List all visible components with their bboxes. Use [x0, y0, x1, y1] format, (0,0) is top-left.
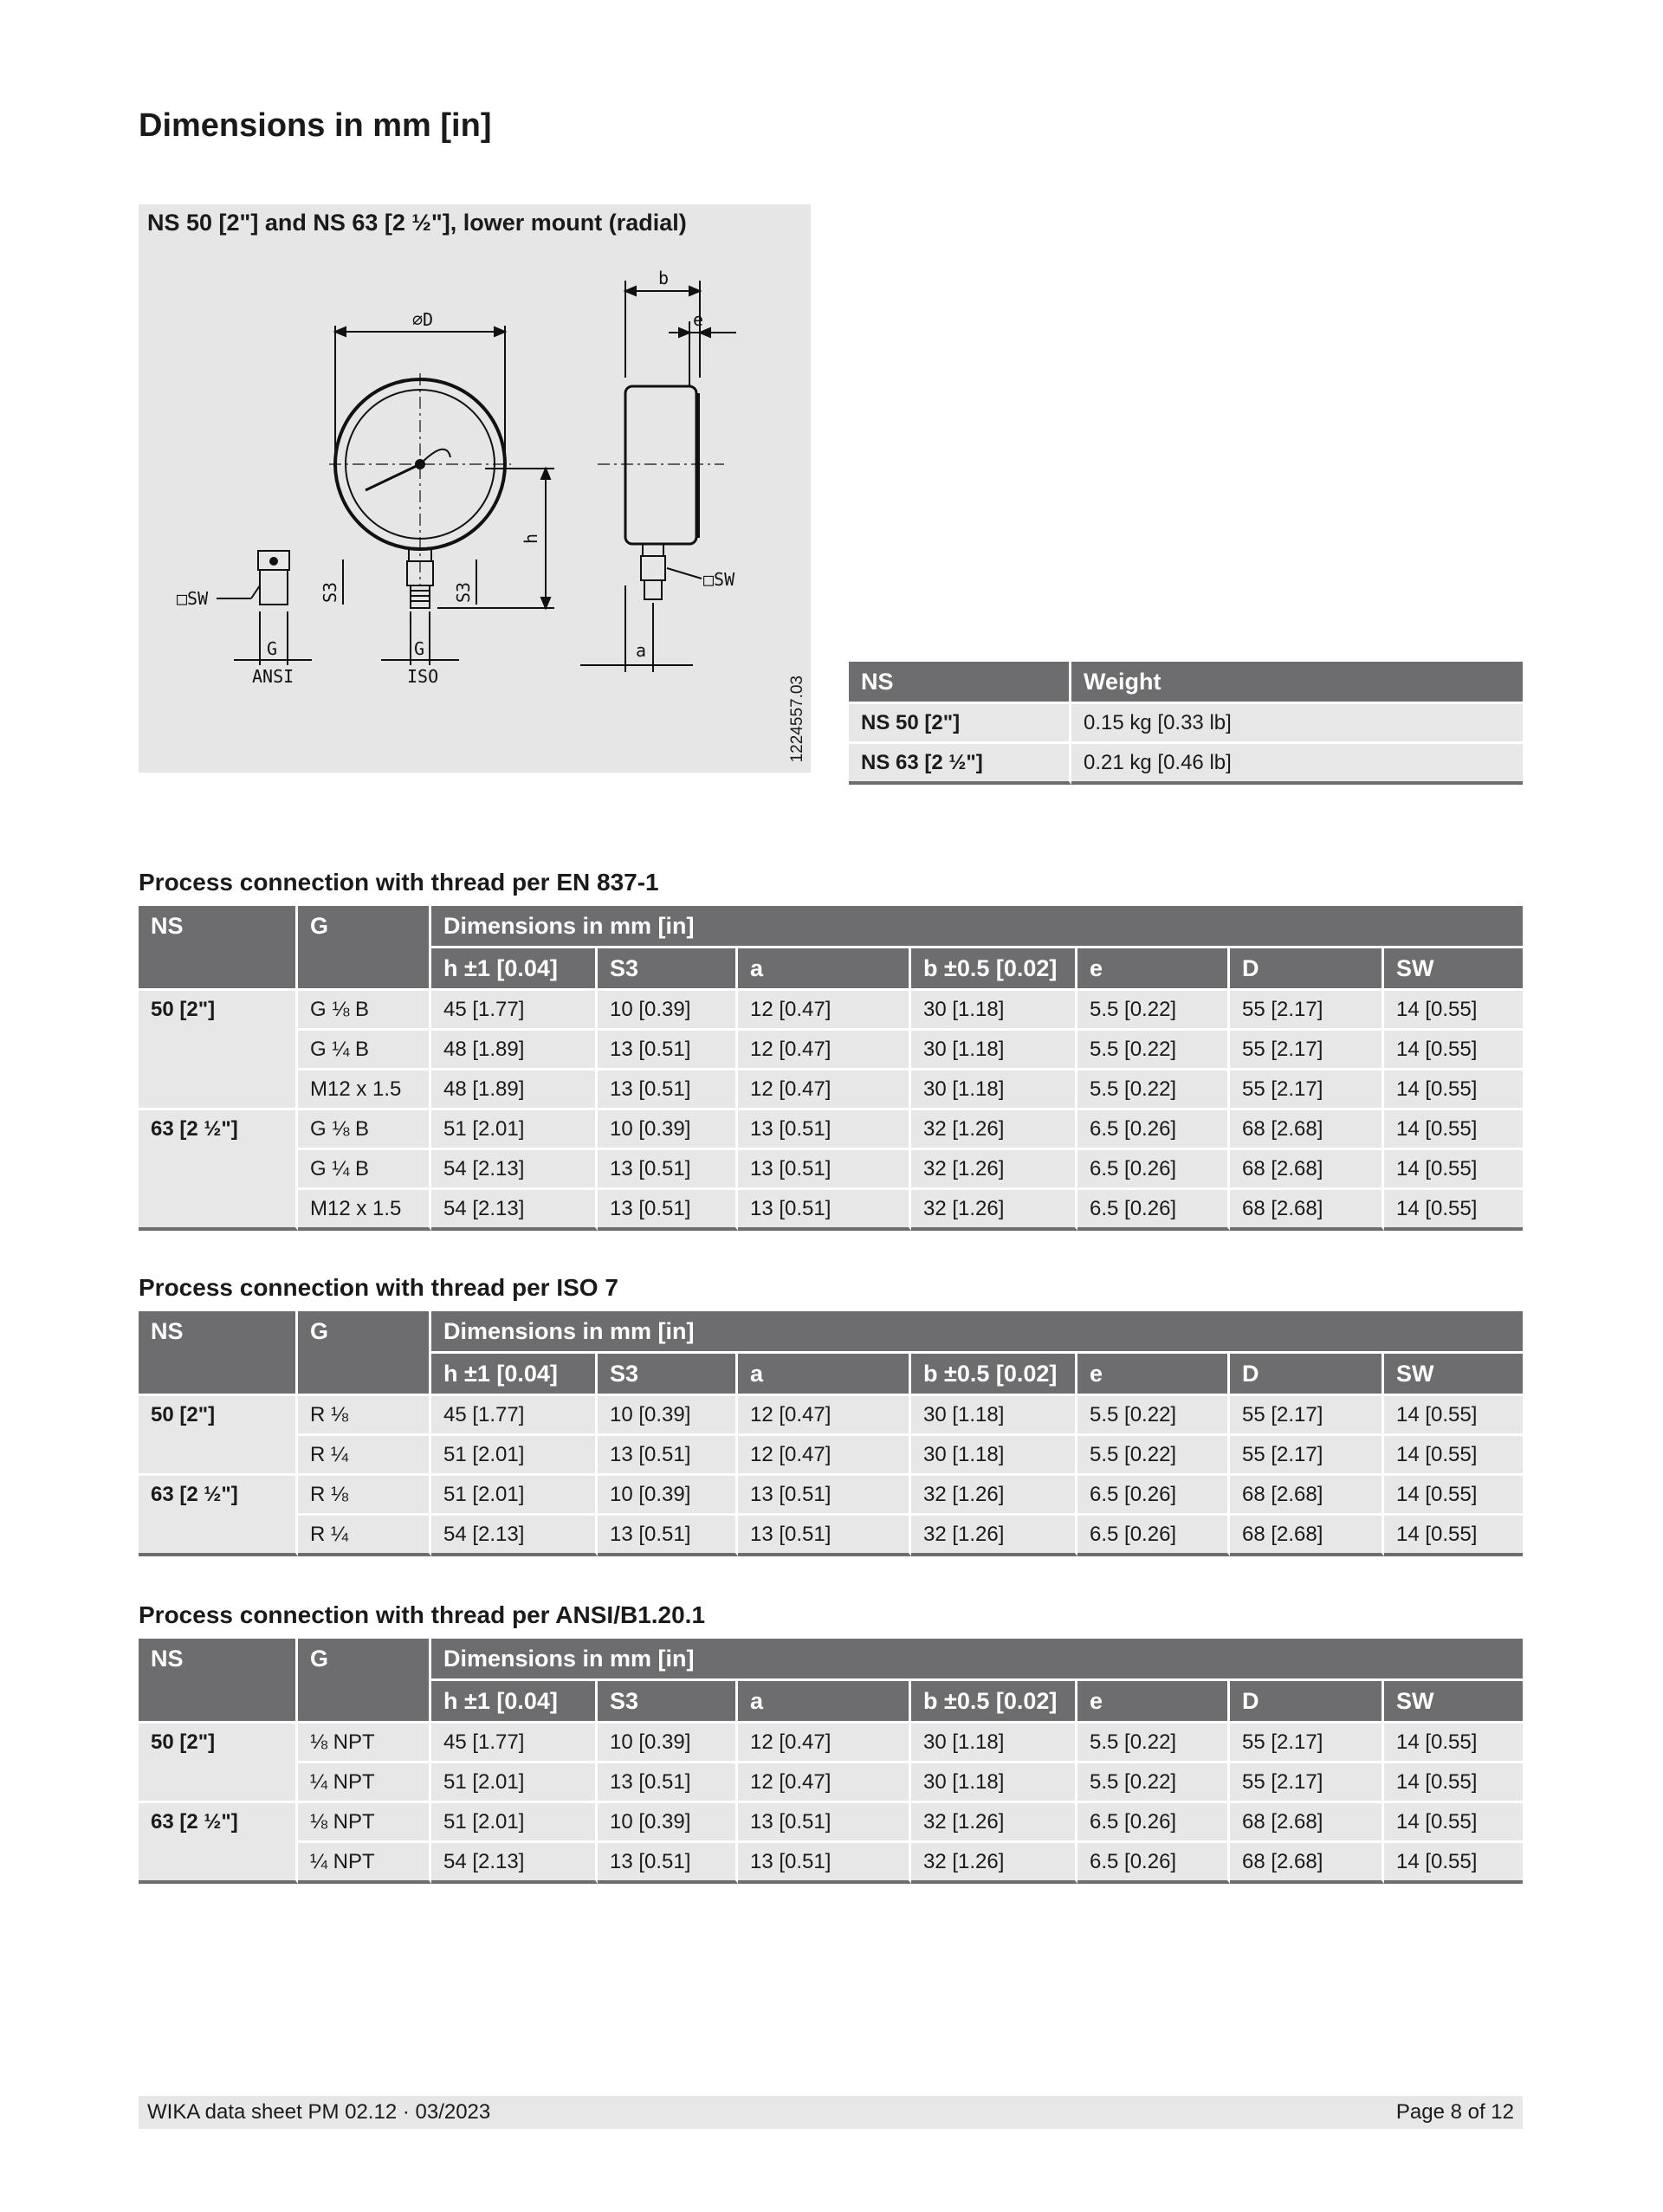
value-cell: 14 [0.55]: [1384, 1763, 1523, 1803]
value-cell: 32 [1.26]: [911, 1150, 1077, 1190]
table-row: [139, 1516, 1523, 1556]
label-iso: ISO: [407, 666, 439, 687]
value-cell: 51 [2.01]: [431, 1110, 598, 1150]
value-cell: 30 [1.18]: [911, 1724, 1077, 1763]
value-cell: 13 [0.51]: [598, 1150, 738, 1190]
value-cell: 13 [0.51]: [738, 1843, 911, 1884]
subheader-cell: S3: [598, 1354, 738, 1396]
ns-cell: 63 [2 ½"]: [139, 1803, 298, 1884]
value-cell: 13 [0.51]: [598, 1516, 738, 1556]
value-cell: 14 [0.55]: [1384, 1190, 1523, 1231]
value-cell: 45 [1.77]: [431, 991, 598, 1031]
subheader-cell: h ±1 [0.04]: [431, 948, 598, 991]
value-cell: 54 [2.13]: [431, 1516, 598, 1556]
value-cell: 55 [2.17]: [1230, 1031, 1384, 1070]
value-cell: 32 [1.26]: [911, 1190, 1077, 1231]
ns-cell: 50 [2"]: [139, 991, 298, 1110]
value-cell: 10 [0.39]: [598, 1110, 738, 1150]
value-cell: 68 [2.68]: [1230, 1190, 1384, 1231]
value-cell: 32 [1.26]: [911, 1110, 1077, 1150]
value-cell: 55 [2.17]: [1230, 1436, 1384, 1476]
header-ns: NS: [139, 906, 298, 991]
thread-cell: ¼ NPT: [298, 1763, 431, 1803]
value-cell: 5.5 [0.22]: [1077, 1724, 1230, 1763]
thread-cell: G ⅛ B: [298, 991, 431, 1031]
value-cell: 13 [0.51]: [598, 1843, 738, 1884]
thread-cell: ⅛ NPT: [298, 1724, 431, 1763]
subheader-cell: h ±1 [0.04]: [431, 1681, 598, 1724]
section-title-ansi: Process connection with thread per ANSI/B1.20.1: [139, 1601, 706, 1628]
value-cell: 32 [1.26]: [911, 1516, 1077, 1556]
subheader-cell: SW: [1384, 948, 1523, 991]
value-cell: 68 [2.68]: [1230, 1843, 1384, 1884]
weight-header-weight: Weight: [1071, 662, 1523, 704]
table-row: [139, 1724, 1523, 1763]
subheader-cell: a: [738, 948, 911, 991]
value-cell: 55 [2.17]: [1230, 1070, 1384, 1110]
value-cell: 12 [0.47]: [738, 991, 911, 1031]
drawing-caption: NS 50 [2"] and NS 63 [2 ½"], lower mount (radial): [147, 210, 687, 236]
value-cell: 30 [1.18]: [911, 1763, 1077, 1803]
dimension-table: [139, 906, 1523, 1231]
value-cell: 30 [1.18]: [911, 991, 1077, 1031]
dimension-table: [139, 1311, 1523, 1556]
label-sw-front: □SW: [177, 588, 209, 609]
value-cell: 5.5 [0.22]: [1077, 1070, 1230, 1110]
weight-ns-cell: NS 63 [2 ½"]: [849, 744, 1071, 785]
label-s3-iso: S3: [453, 581, 474, 603]
label-g-ansi: G: [267, 638, 278, 659]
value-cell: 55 [2.17]: [1230, 991, 1384, 1031]
thread-cell: R ⅛: [298, 1396, 431, 1436]
label-b: b: [658, 268, 670, 288]
label-e: e: [693, 309, 704, 330]
value-cell: 10 [0.39]: [598, 1803, 738, 1843]
value-cell: 12 [0.47]: [738, 1436, 911, 1476]
table-row: [139, 1396, 1523, 1436]
value-cell: 10 [0.39]: [598, 991, 738, 1031]
page-title: Dimensions in mm [in]: [139, 107, 492, 144]
label-a: a: [636, 640, 647, 661]
value-cell: 14 [0.55]: [1384, 1070, 1523, 1110]
ns-cell: 63 [2 ½"]: [139, 1476, 298, 1556]
thread-cell: ¼ NPT: [298, 1843, 431, 1884]
header-g: G: [298, 1311, 431, 1396]
header-dimensions: Dimensions in mm [in]: [431, 1311, 1523, 1354]
subheader-cell: D: [1230, 1681, 1384, 1724]
value-cell: 55 [2.17]: [1230, 1763, 1384, 1803]
value-cell: 51 [2.01]: [431, 1803, 598, 1843]
value-cell: 12 [0.47]: [738, 1070, 911, 1110]
value-cell: 54 [2.13]: [431, 1843, 598, 1884]
thread-cell: M12 x 1.5: [298, 1070, 431, 1110]
subheader-cell: a: [738, 1354, 911, 1396]
subheader-cell: b ±0.5 [0.02]: [911, 1354, 1077, 1396]
value-cell: 13 [0.51]: [598, 1070, 738, 1110]
value-cell: 14 [0.55]: [1384, 1803, 1523, 1843]
value-cell: 45 [1.77]: [431, 1724, 598, 1763]
weight-value-cell: 0.21 kg [0.46 lb]: [1071, 744, 1523, 785]
table-row: [139, 1110, 1523, 1150]
header-dimensions: Dimensions in mm [in]: [431, 1639, 1523, 1681]
value-cell: 6.5 [0.26]: [1077, 1190, 1230, 1231]
value-cell: 48 [1.89]: [431, 1031, 598, 1070]
table-row: [139, 991, 1523, 1031]
table-row: [139, 1070, 1523, 1110]
value-cell: 14 [0.55]: [1384, 1150, 1523, 1190]
table-row: [139, 1803, 1523, 1843]
value-cell: 13 [0.51]: [598, 1436, 738, 1476]
value-cell: 10 [0.39]: [598, 1476, 738, 1516]
thread-cell: R ⅛: [298, 1476, 431, 1516]
thread-cell: G ¼ B: [298, 1031, 431, 1070]
footer-datasheet-ref: WIKA data sheet PM 02.12 · 03/2023: [147, 2100, 491, 2124]
value-cell: 10 [0.39]: [598, 1724, 738, 1763]
header-g: G: [298, 1639, 431, 1724]
value-cell: 54 [2.13]: [431, 1190, 598, 1231]
value-cell: 13 [0.51]: [738, 1803, 911, 1843]
value-cell: 32 [1.26]: [911, 1803, 1077, 1843]
value-cell: 13 [0.51]: [738, 1516, 911, 1556]
value-cell: 12 [0.47]: [738, 1724, 911, 1763]
subheader-cell: e: [1077, 1681, 1230, 1724]
table-row: [139, 1436, 1523, 1476]
value-cell: 13 [0.51]: [738, 1150, 911, 1190]
header-ns: NS: [139, 1311, 298, 1396]
thread-cell: G ⅛ B: [298, 1110, 431, 1150]
page-footer: [139, 2096, 1523, 2129]
value-cell: 5.5 [0.22]: [1077, 1396, 1230, 1436]
value-cell: 45 [1.77]: [431, 1396, 598, 1436]
value-cell: 13 [0.51]: [738, 1190, 911, 1231]
subheader-cell: S3: [598, 1681, 738, 1724]
subheader-cell: D: [1230, 1354, 1384, 1396]
value-cell: 54 [2.13]: [431, 1150, 598, 1190]
subheader-cell: SW: [1384, 1354, 1523, 1396]
value-cell: 5.5 [0.22]: [1077, 991, 1230, 1031]
value-cell: 14 [0.55]: [1384, 1476, 1523, 1516]
gauge-pointer: [366, 464, 420, 490]
header-dimensions: Dimensions in mm [in]: [431, 906, 1523, 948]
subheader-cell: S3: [598, 948, 738, 991]
value-cell: 32 [1.26]: [911, 1843, 1077, 1884]
value-cell: 55 [2.17]: [1230, 1396, 1384, 1436]
weight-value-cell: 0.15 kg [0.33 lb]: [1071, 704, 1523, 744]
value-cell: 5.5 [0.22]: [1077, 1436, 1230, 1476]
value-cell: 6.5 [0.26]: [1077, 1476, 1230, 1516]
subheader-cell: b ±0.5 [0.02]: [911, 1681, 1077, 1724]
thread-cell: M12 x 1.5: [298, 1190, 431, 1231]
subheader-cell: D: [1230, 948, 1384, 991]
table-row: [139, 1031, 1523, 1070]
footer-page-number: Page 8 of 12: [1395, 2100, 1514, 2124]
value-cell: 13 [0.51]: [598, 1190, 738, 1231]
dimension-table: [139, 1639, 1523, 1884]
weight-header-ns: NS: [849, 662, 1071, 704]
label-sw-side: □SW: [703, 569, 735, 590]
value-cell: 6.5 [0.26]: [1077, 1843, 1230, 1884]
value-cell: 5.5 [0.22]: [1077, 1031, 1230, 1070]
table-row: [139, 1190, 1523, 1231]
drawing-document-number: 1224557.03: [788, 675, 806, 762]
thread-cell: ⅛ NPT: [298, 1803, 431, 1843]
header-ns: NS: [139, 1639, 298, 1724]
value-cell: 48 [1.89]: [431, 1070, 598, 1110]
value-cell: 12 [0.47]: [738, 1031, 911, 1070]
subheader-cell: b ±0.5 [0.02]: [911, 948, 1077, 991]
value-cell: 6.5 [0.26]: [1077, 1516, 1230, 1556]
value-cell: 6.5 [0.26]: [1077, 1150, 1230, 1190]
subheader-cell: e: [1077, 1354, 1230, 1396]
value-cell: 14 [0.55]: [1384, 1724, 1523, 1763]
value-cell: 68 [2.68]: [1230, 1516, 1384, 1556]
ns-cell: 50 [2"]: [139, 1724, 298, 1803]
subheader-cell: a: [738, 1681, 911, 1724]
value-cell: 51 [2.01]: [431, 1476, 598, 1516]
weight-table: [849, 662, 1523, 785]
label-s3-ansi: S3: [320, 581, 340, 603]
value-cell: 13 [0.51]: [738, 1476, 911, 1516]
value-cell: 14 [0.55]: [1384, 1396, 1523, 1436]
header-g: G: [298, 906, 431, 991]
section-title-iso7: Process connection with thread per ISO 7: [139, 1274, 618, 1301]
value-cell: 14 [0.55]: [1384, 1031, 1523, 1070]
value-cell: 14 [0.55]: [1384, 1436, 1523, 1476]
value-cell: 5.5 [0.22]: [1077, 1763, 1230, 1803]
section-title-en837: Process connection with thread per EN 837-1: [139, 869, 659, 896]
value-cell: 13 [0.51]: [738, 1110, 911, 1150]
value-cell: 51 [2.01]: [431, 1436, 598, 1476]
value-cell: 68 [2.68]: [1230, 1150, 1384, 1190]
value-cell: 68 [2.68]: [1230, 1110, 1384, 1150]
thread-cell: R ¼: [298, 1436, 431, 1476]
table-row: [139, 1150, 1523, 1190]
label-ansi: ANSI: [252, 666, 294, 687]
value-cell: 51 [2.01]: [431, 1763, 598, 1803]
value-cell: 30 [1.18]: [911, 1436, 1077, 1476]
value-cell: 14 [0.55]: [1384, 1843, 1523, 1884]
ns-cell: 50 [2"]: [139, 1396, 298, 1476]
value-cell: 68 [2.68]: [1230, 1803, 1384, 1843]
table-row: [139, 1476, 1523, 1516]
value-cell: 14 [0.55]: [1384, 1110, 1523, 1150]
weight-ns-cell: NS 50 [2"]: [849, 704, 1071, 744]
value-cell: 14 [0.55]: [1384, 991, 1523, 1031]
thread-cell: G ¼ B: [298, 1150, 431, 1190]
gauge-side-view: [625, 386, 696, 544]
value-cell: 13 [0.51]: [598, 1031, 738, 1070]
value-cell: 55 [2.17]: [1230, 1724, 1384, 1763]
value-cell: 14 [0.55]: [1384, 1516, 1523, 1556]
value-cell: 12 [0.47]: [738, 1396, 911, 1436]
value-cell: 13 [0.51]: [598, 1763, 738, 1803]
subheader-cell: e: [1077, 948, 1230, 991]
value-cell: 30 [1.18]: [911, 1031, 1077, 1070]
value-cell: 10 [0.39]: [598, 1396, 738, 1436]
subheader-cell: h ±1 [0.04]: [431, 1354, 598, 1396]
value-cell: 12 [0.47]: [738, 1763, 911, 1803]
dimension-drawing: [139, 204, 811, 773]
label-g-iso: G: [414, 638, 425, 659]
label-h: h: [521, 533, 541, 544]
gauge-dimension-drawing: [139, 204, 811, 773]
value-cell: 30 [1.18]: [911, 1070, 1077, 1110]
value-cell: 68 [2.68]: [1230, 1476, 1384, 1516]
ns-cell: 63 [2 ½"]: [139, 1110, 298, 1231]
label-diameter-d: ⌀D: [412, 309, 434, 330]
subheader-cell: SW: [1384, 1681, 1523, 1724]
table-row: [139, 1763, 1523, 1803]
value-cell: 6.5 [0.26]: [1077, 1803, 1230, 1843]
table-row: [139, 1843, 1523, 1884]
value-cell: 6.5 [0.26]: [1077, 1110, 1230, 1150]
value-cell: 32 [1.26]: [911, 1476, 1077, 1516]
thread-cell: R ¼: [298, 1516, 431, 1556]
value-cell: 30 [1.18]: [911, 1396, 1077, 1436]
